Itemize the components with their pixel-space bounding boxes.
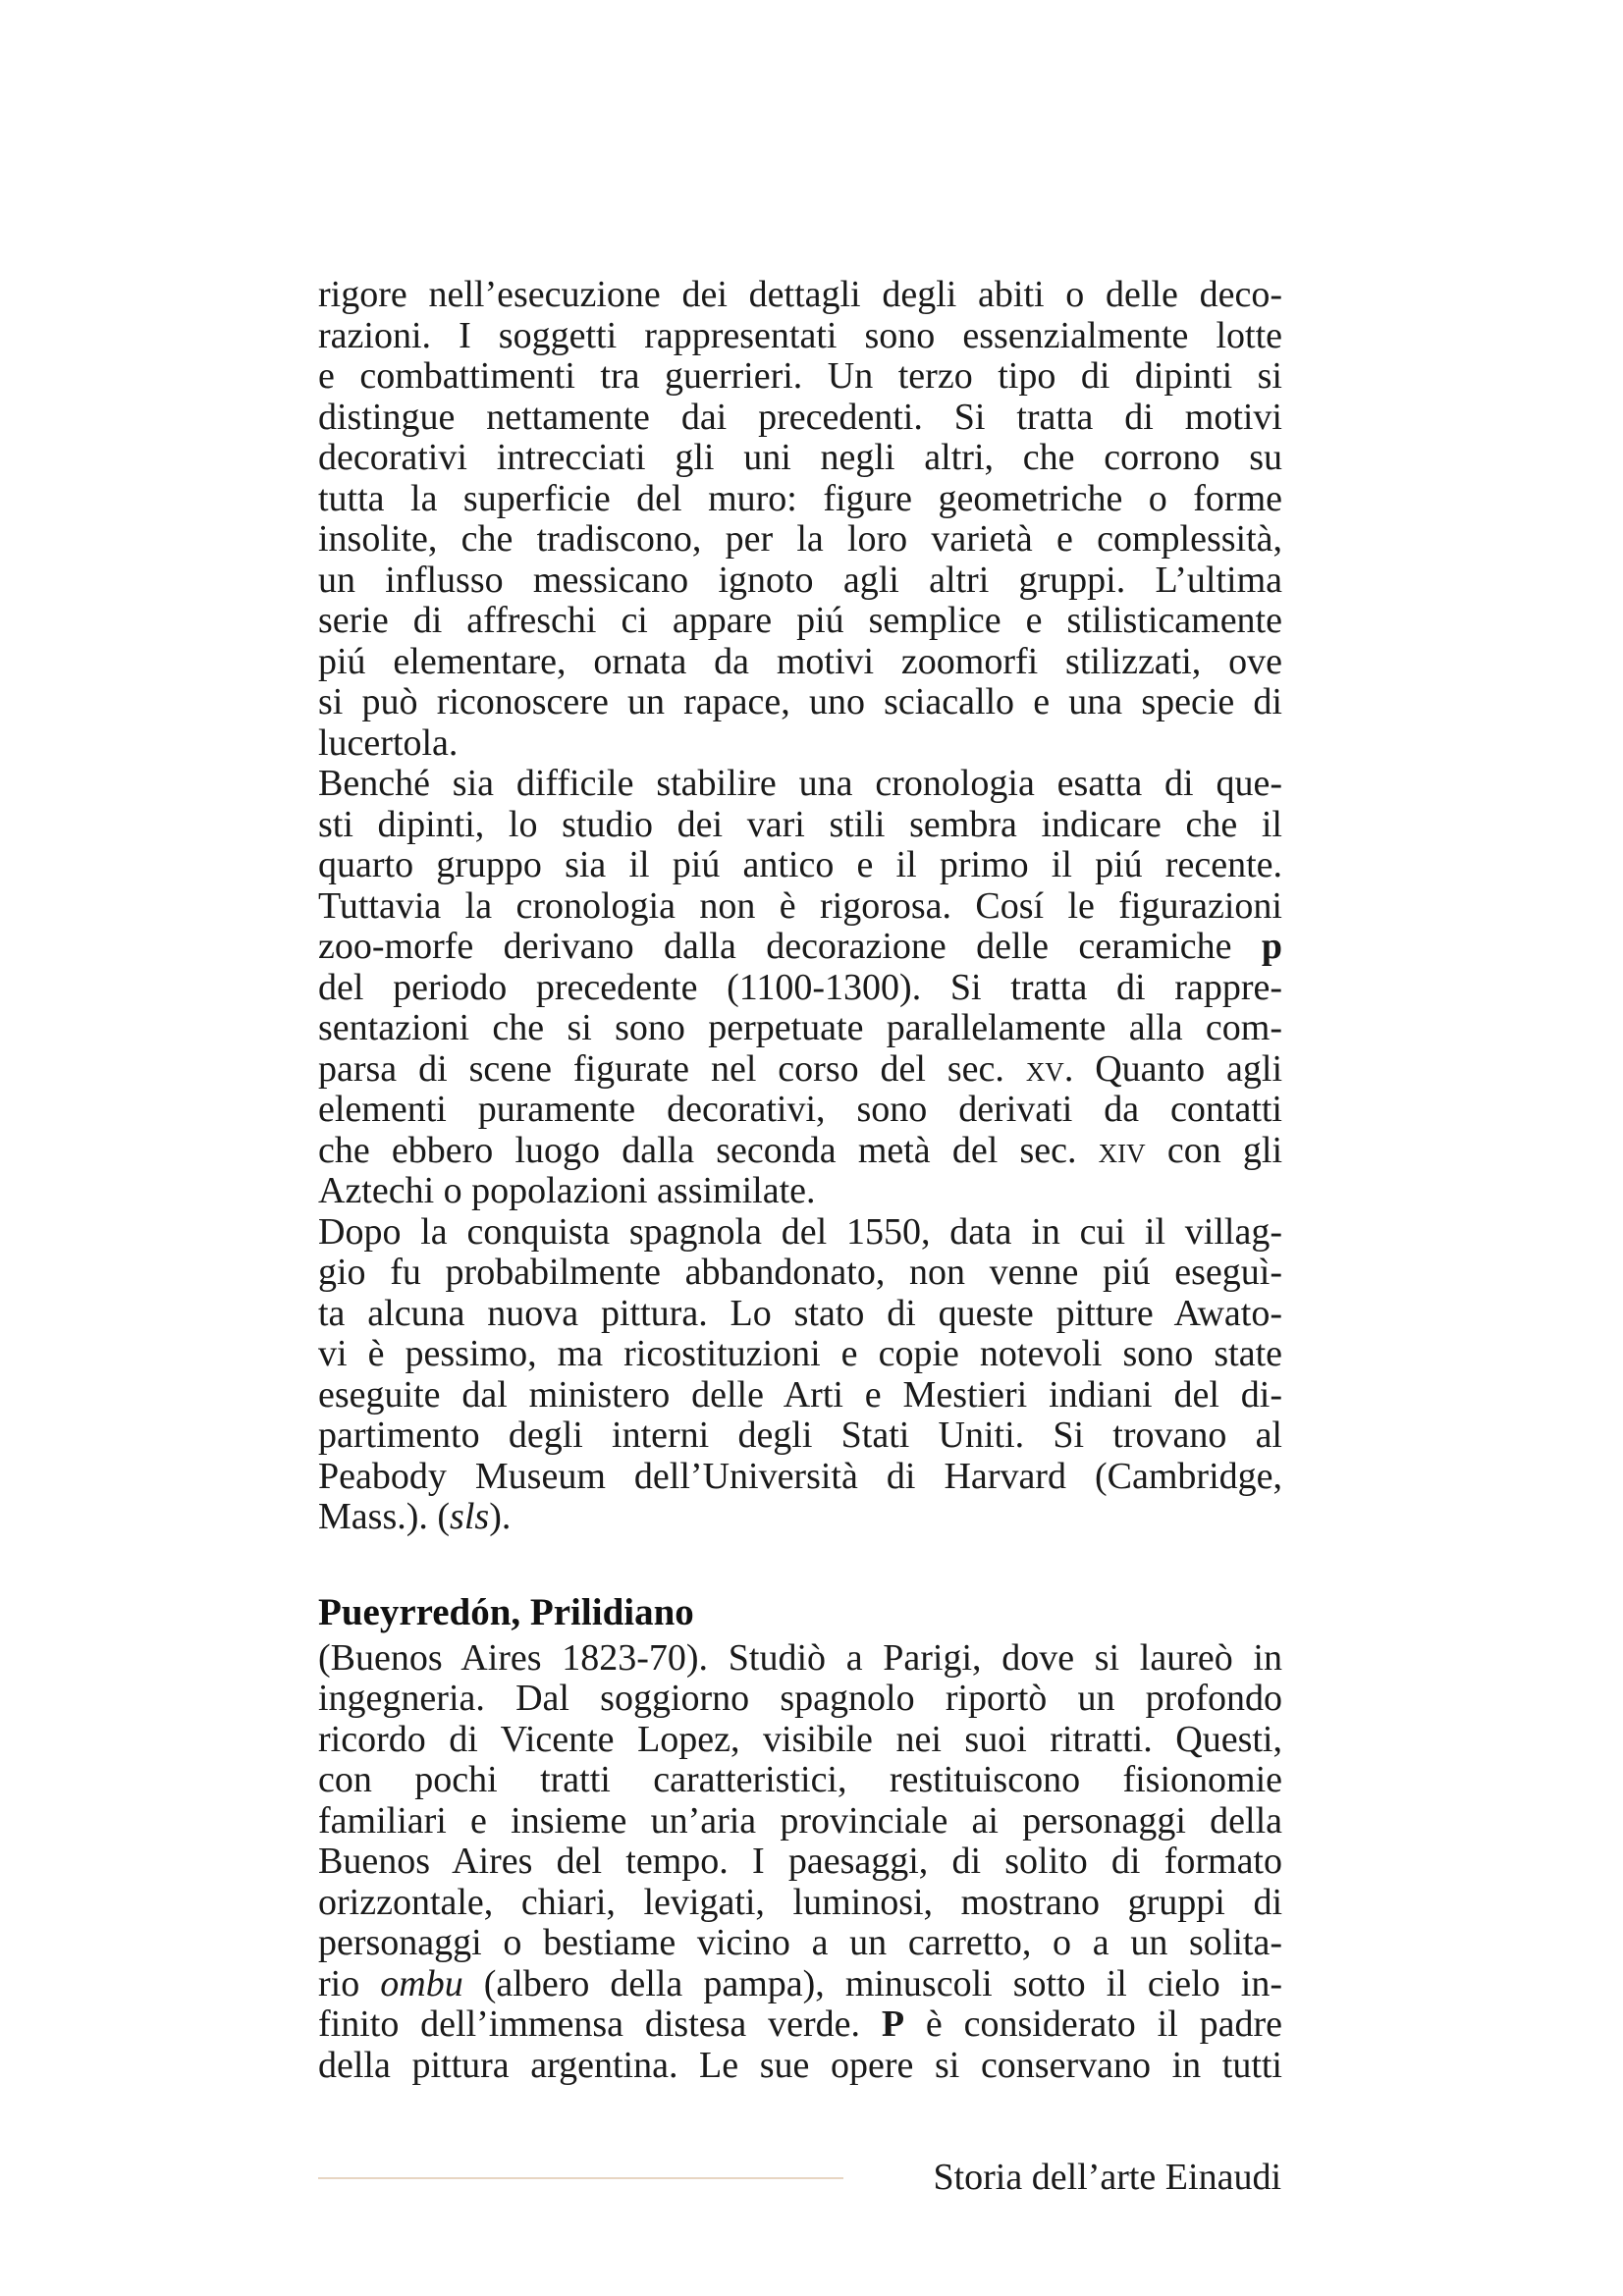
- entry-pueyrredon: [318, 1591, 1282, 2087]
- text-line: [318, 927, 1282, 968]
- text-line: della pittura argentina. Le sue opere si conservano in tutti: [318, 2044, 1282, 2086]
- text-line: serie di affreschi ci appare piú semplice e stilisticamente: [318, 600, 1282, 641]
- text-line: decorativi intrecciati gli uni negli altri, che corrono su: [318, 437, 1282, 478]
- entry-heading: Pueyrredón, Prilidiano: [318, 1590, 694, 1633]
- text-line: sentazioni che si sono perpetuate parallelamente alla com-: [318, 1007, 1282, 1048]
- text-line: un influsso messicano ignoto agli altri gruppi. L’ultima: [318, 559, 1282, 601]
- paragraph-conquest: [318, 1212, 1282, 1538]
- text-line: insolite, che tradiscono, per la loro varietà e complessità,: [318, 518, 1282, 560]
- text-line: familiari e insieme un’aria provinciale ai personaggi della: [318, 1799, 1282, 1842]
- text-line: lucertola.: [318, 721, 459, 764]
- text-line: [318, 2004, 1282, 2046]
- footer-rule: [318, 2177, 843, 2179]
- text-line: ricordo di Vicente Lopez, visibile nei suoi ritratti. Questi,: [318, 1718, 1282, 1760]
- text-line: vi è pessimo, ma ricostituzioni e copie notevoli sono state: [318, 1333, 1282, 1374]
- text-line: elementi puramente decorativi, sono derivati da contatti: [318, 1089, 1282, 1130]
- century-numeral: xv: [1025, 1047, 1064, 1090]
- text-line: piú elementare, ornata da motivi zoomorfi stilizzati, ove: [318, 640, 1282, 682]
- text-line: gio fu probabilmente abbandonato, non venne piú eseguì-: [318, 1252, 1282, 1293]
- text-line: ta alcuna nuova pittura. Lo stato di queste pitture Awato-: [318, 1292, 1282, 1334]
- footer-title: Storia dell’arte Einaudi: [933, 2157, 1281, 2198]
- text-line: personaggi o bestiame vicino a un carretto, o a un solita-: [318, 1922, 1282, 1963]
- text-line: Aztechi o popolazioni assimilate.: [318, 1170, 816, 1211]
- paragraph-chronology: [318, 764, 1282, 1212]
- text-line: sti dipinti, lo studio dei vari stili sembra indicare che il: [318, 803, 1282, 845]
- text-line: orizzontale, chiari, levigati, luminosi, mostrano gruppi di: [318, 1881, 1282, 1923]
- entry-abbreviation: p: [1261, 926, 1282, 967]
- text-line: quarto gruppo sia il piú antico e il primo il piú recente.: [318, 844, 1282, 885]
- text-line: razioni. I soggetti rappresentati sono essenzialmente lotte: [318, 314, 1282, 356]
- text-line: si può riconoscere un rapace, uno sciacallo e una specie di: [318, 681, 1282, 722]
- text-line: Tuttavia la cronologia non è rigorosa. Cosí le figurazioni: [318, 884, 1282, 927]
- text-line: (Buenos Aires 1823-70). Studiò a Parigi, dove si laureò in: [318, 1636, 1282, 1679]
- text-line: e combattimenti tra guerrieri. Un terzo tipo di dipinti si: [318, 355, 1282, 397]
- century-numeral: xiv: [1098, 1129, 1146, 1171]
- text-fragment: rio: [318, 1962, 381, 2004]
- text-line: Benché sia difficile stabilire una cronologia esatta di que-: [318, 763, 1282, 804]
- paragraph-awatovi-styles: [318, 275, 1282, 764]
- text-line: con pochi tratti caratteristici, restituiscono fisionomie: [318, 1759, 1282, 1800]
- text-line: Peabody Museum dell’Università di Harvard (Cambridge,: [318, 1455, 1282, 1497]
- text-line: rigore nell’esecuzione dei dettagli degli abiti o delle deco-: [318, 274, 1282, 315]
- text-line: Dopo la conquista spagnola del 1550, data in cui il villag-: [318, 1210, 1282, 1253]
- text-line: tutta la superficie del muro: figure geometriche o forme: [318, 477, 1282, 519]
- text-fragment: zoo-morfe derivano dalla decorazione delle ceramiche: [318, 926, 1232, 967]
- text-fragment: ).: [489, 1496, 512, 1537]
- text-line: eseguite dal ministero delle Arti e Mestieri indiani del di-: [318, 1373, 1282, 1415]
- text-fragment: Mass.). (: [318, 1496, 451, 1537]
- text-fragment: è considerato il padre: [904, 2003, 1282, 2045]
- text-line: distingue nettamente dai precedenti. Si tratta di motivi: [318, 396, 1282, 438]
- text-fragment: . Quanto agli: [1063, 1047, 1282, 1090]
- text-line: [318, 1497, 1282, 1538]
- text-line: [318, 1964, 1282, 2005]
- text-line: Buenos Aires del tempo. I paesaggi, di solito di formato: [318, 1841, 1282, 1882]
- text-line: del periodo precedente (1100-1300). Si tratta di rappre-: [318, 966, 1282, 1008]
- text-fragment: con gli: [1145, 1129, 1283, 1171]
- text-line: partimento degli interni degli Stati Uniti. Si trovano al: [318, 1415, 1282, 1456]
- author-initials: sls: [450, 1496, 490, 1537]
- text-line: [318, 1131, 1282, 1172]
- text-fragment: finito dell’immensa distesa verde.: [318, 2003, 882, 2045]
- text-fragment: (albero della pampa), minuscoli sotto il cielo in-: [462, 1962, 1282, 2004]
- text-line: ingegneria. Dal soggiorno spagnolo riportò un profondo: [318, 1678, 1282, 1719]
- text-line: [318, 1049, 1282, 1091]
- entry-abbreviation: P: [881, 2003, 905, 2045]
- text-fragment: parsa di scene figurate nel corso del sec.: [318, 1047, 1004, 1090]
- page-body: [318, 275, 1282, 2086]
- text-fragment: che ebbero luogo dalla seconda metà del sec.: [318, 1129, 1077, 1171]
- italic-term: ombu: [380, 1962, 463, 2004]
